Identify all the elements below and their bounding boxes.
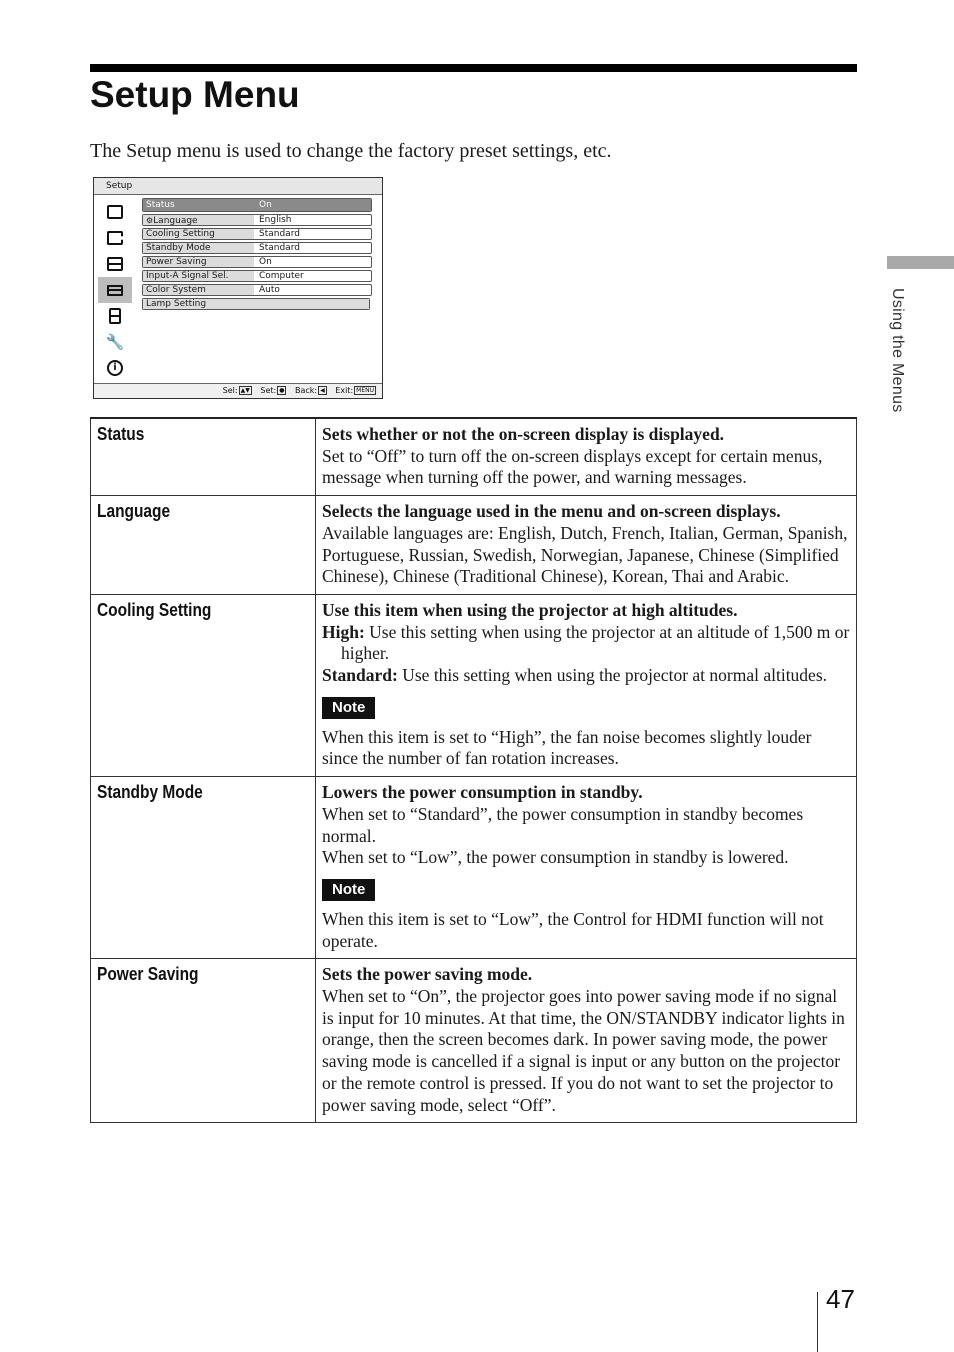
description-lead: Use this item when using the projector at high altitudes. — [322, 599, 738, 620]
osd-row-label-text: Language — [153, 216, 198, 225]
installation-wrench-icon: 🔧 — [105, 333, 125, 351]
description-lead: Sets the power saving mode. — [322, 964, 533, 985]
osd-row-cooling — [142, 228, 372, 240]
page-number: 47 — [826, 1284, 855, 1314]
osd-header — [94, 178, 382, 195]
osd-icon-column — [98, 199, 134, 381]
term-label: Language — [97, 501, 171, 522]
note-badge: Note — [322, 879, 375, 901]
term-cell — [91, 496, 316, 595]
osd-row-label: Lamp Setting — [143, 299, 369, 309]
section-tab-marker — [887, 256, 954, 269]
table-row-status — [91, 418, 857, 496]
option-label: High: — [322, 621, 365, 642]
description-cell — [316, 959, 857, 1123]
description-cell — [316, 496, 857, 595]
setup-menu-screenshot — [93, 177, 383, 399]
osd-header-title: Setup — [106, 181, 133, 191]
osd-row-value: Standard — [259, 243, 300, 253]
back-key-icon: ◀ — [320, 387, 325, 394]
term-label: Standby Mode — [97, 782, 203, 803]
osd-row-standby — [142, 242, 372, 254]
osd-row-label: Power Saving — [143, 257, 254, 267]
term-label: Power Saving — [97, 964, 199, 985]
osd-footer-hints — [94, 383, 382, 398]
note-badge: Note — [322, 697, 375, 719]
description-body: When set to “Standard”, the power consumption in standby becomes normal. — [322, 803, 804, 846]
osd-row-label: Input-A Signal Sel. — [143, 271, 254, 281]
description-cell — [316, 418, 857, 496]
term-label: Status — [97, 424, 145, 444]
osd-footer-set: Set: — [260, 386, 277, 395]
term-cell — [91, 959, 316, 1123]
intro-text: The Setup menu is used to change the factory preset settings, etc. — [90, 140, 612, 162]
osd-row-label — [143, 215, 254, 225]
language-icon: ⚙ — [146, 216, 154, 225]
picture-icon — [98, 199, 132, 225]
osd-row-value: Auto — [259, 285, 280, 295]
note-text: When this item is set to “Low”, the Control for HDMI function will not operate. — [322, 908, 824, 951]
osd-row-label: Cooling Setting — [143, 229, 254, 239]
title-rule — [90, 64, 857, 72]
description-body: When set to “On”, the projector goes into power saving mode if no signal is input for 10 minutes. At that time, the ON/STANDBY indicator lights in orange, then the screen becomes dark. In power saving mode, the power saving mode is cancelled if a signal is input or any button on the projector or the remote control is pressed. If you do not want to set the projector to power saving mode, select “Off”. — [322, 986, 845, 1115]
table-row-language — [91, 496, 857, 595]
osd-row-label: Status — [143, 199, 254, 211]
description-lead: Lowers the power consumption in standby. — [322, 782, 643, 803]
information-icon: i — [98, 355, 132, 381]
osd-row-value: Computer — [259, 271, 304, 281]
osd-row-lamp-setting — [142, 298, 370, 310]
setup-toolbox-icon — [98, 277, 132, 303]
picture-adjust-icon — [98, 225, 132, 251]
description-lead: Selects the language used in the menu and on-screen displays. — [322, 501, 781, 522]
description-cell — [316, 594, 857, 776]
osd-row-language — [142, 214, 372, 226]
term-cell — [91, 418, 316, 496]
enter-key-icon: ● — [279, 387, 285, 394]
term-label: Cooling Setting — [97, 599, 212, 620]
description-body: Set to “Off” to turn off the on-screen displays except for certain menus, message when turning off the power, and warning messages. — [322, 445, 823, 488]
updown-key-icon: ▲▼ — [240, 387, 250, 394]
osd-row-label: Color System — [143, 285, 254, 295]
osd-row-power-saving — [142, 256, 372, 268]
description-body: When set to “Low”, the power consumption in standby is lowered. — [322, 847, 789, 868]
osd-row-status — [142, 198, 372, 212]
osd-row-value: Standard — [259, 229, 300, 239]
table-row-cooling-setting — [91, 594, 857, 776]
page-number-rule — [817, 1292, 818, 1352]
screen-icon — [98, 251, 132, 277]
description-cell — [316, 777, 857, 959]
menu-key-icon: MENU — [356, 387, 374, 394]
description-body: Available languages are: English, Dutch, French, Italian, German, Spanish, Portuguese, Russian, Swedish, Norwegian, Japanese, Chinese (Simplified Chinese), Chinese (Traditional Chinese), Korean, Thai and Arabic. — [322, 522, 848, 587]
section-side-label: Using the Menus — [889, 288, 906, 413]
table-row-power-saving — [91, 959, 857, 1123]
osd-row-label: Standby Mode — [143, 243, 254, 253]
option-high — [322, 622, 850, 665]
setup-settings-table — [90, 417, 857, 1123]
osd-item-list — [142, 198, 372, 312]
osd-row-color-system — [142, 284, 372, 296]
description-lead: Sets whether or not the on-screen display is displayed. — [322, 424, 725, 444]
osd-footer-sel: Sel: — [222, 386, 238, 395]
note-text: When this item is set to “High”, the fan noise becomes slightly louder since the number of fan rotation increases. — [322, 726, 812, 769]
osd-row-value: On — [259, 257, 272, 267]
function-icon — [98, 303, 132, 329]
term-cell — [91, 594, 316, 776]
option-standard — [322, 665, 850, 687]
osd-row-input-a — [142, 270, 372, 282]
page-title: Setup Menu — [90, 74, 300, 115]
table-row-standby-mode — [91, 777, 857, 959]
term-cell — [91, 777, 316, 959]
option-label: Standard: — [322, 665, 398, 686]
osd-footer-exit: Exit: — [335, 386, 354, 395]
option-text: Use this setting when using the projector at an altitude of 1,500 m or higher. — [341, 621, 850, 664]
osd-footer-back: Back: — [295, 386, 318, 395]
osd-row-value: English — [259, 215, 292, 225]
option-text: Use this setting when using the projector at normal altitudes. — [402, 665, 828, 686]
osd-row-value: On — [254, 199, 371, 211]
